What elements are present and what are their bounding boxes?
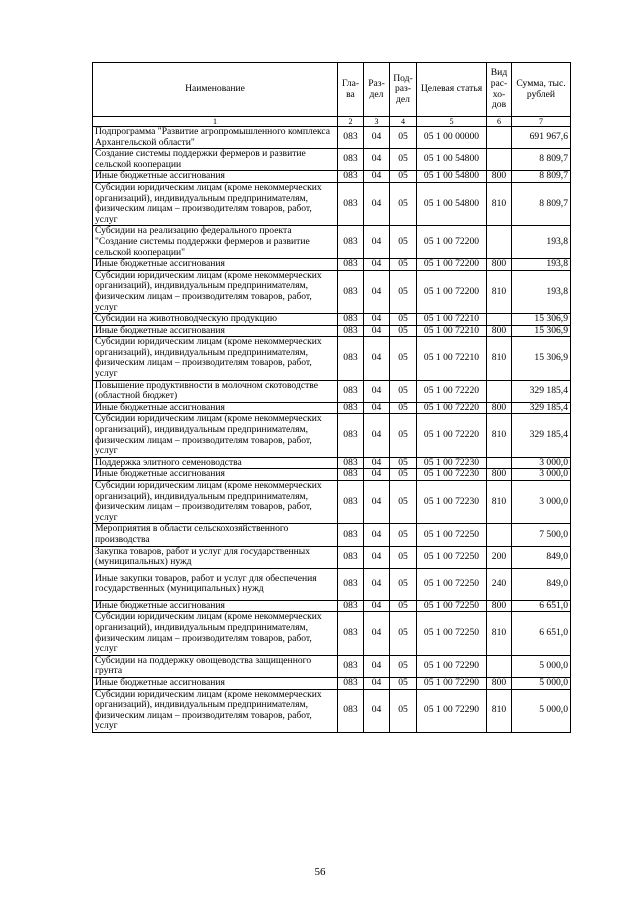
row-amount-cell: 193,8 bbox=[512, 270, 571, 313]
row-name-cell: Иные бюджетные ассигнования bbox=[93, 600, 338, 612]
header-row bbox=[93, 63, 571, 117]
row-target-article-cell: 05 1 00 72230 bbox=[417, 457, 487, 469]
row-name-cell: Иные бюджетные ассигнования bbox=[93, 402, 338, 414]
row-subsection-cell: 05 bbox=[390, 457, 417, 469]
row-name-cell: Субсидии юридическим лицам (кроме некоммерческих организаций), индивидуальным предпринимателям, физическим лицам – производителям товаров, работ, услуг bbox=[93, 182, 338, 225]
row-chapter-cell: 083 bbox=[338, 677, 364, 689]
row-subsection-cell: 05 bbox=[390, 226, 417, 259]
table-row bbox=[93, 127, 571, 149]
row-subsection-cell: 05 bbox=[390, 655, 417, 677]
row-chapter-cell: 083 bbox=[338, 149, 364, 171]
row-section-cell: 04 bbox=[364, 568, 390, 600]
row-subsection-cell: 05 bbox=[390, 259, 417, 271]
row-target-article-cell: 05 1 00 54800 bbox=[417, 171, 487, 183]
row-name-cell: Иные бюджетные ассигнования bbox=[93, 171, 338, 183]
row-name-cell: Закупка товаров, работ и услуг для государственных (муниципальных) нужд bbox=[93, 546, 338, 568]
row-chapter-cell: 083 bbox=[338, 689, 364, 732]
row-target-article-cell: 05 1 00 72220 bbox=[417, 402, 487, 414]
row-expense-type-cell: 810 bbox=[487, 481, 512, 524]
row-subsection-cell: 05 bbox=[390, 149, 417, 171]
row-chapter-cell: 083 bbox=[338, 524, 364, 546]
row-section-cell: 04 bbox=[364, 337, 390, 380]
table-row bbox=[93, 314, 571, 326]
row-expense-type-cell: 200 bbox=[487, 546, 512, 568]
row-target-article-cell: 05 1 00 00000 bbox=[417, 127, 487, 149]
row-name-cell: Субсидии юридическим лицам (кроме некоммерческих организаций), индивидуальным предпринимателям, физическим лицам – производителям товаров, работ, услуг bbox=[93, 612, 338, 655]
col-number: 1 bbox=[93, 117, 338, 127]
row-section-cell: 04 bbox=[364, 171, 390, 183]
row-section-cell: 04 bbox=[364, 259, 390, 271]
row-expense-type-cell: 800 bbox=[487, 677, 512, 689]
row-chapter-cell: 083 bbox=[338, 457, 364, 469]
table-row bbox=[93, 524, 571, 546]
row-section-cell: 04 bbox=[364, 325, 390, 337]
row-chapter-cell: 083 bbox=[338, 314, 364, 326]
row-chapter-cell: 083 bbox=[338, 568, 364, 600]
row-amount-cell: 8 809,7 bbox=[512, 149, 571, 171]
row-target-article-cell: 05 1 00 72290 bbox=[417, 689, 487, 732]
col-header-subsection: Под-раз-дел bbox=[390, 63, 417, 117]
row-section-cell: 04 bbox=[364, 600, 390, 612]
row-amount-cell: 849,0 bbox=[512, 568, 571, 600]
col-number: 4 bbox=[390, 117, 417, 127]
row-chapter-cell: 083 bbox=[338, 325, 364, 337]
row-subsection-cell: 05 bbox=[390, 182, 417, 225]
row-subsection-cell: 05 bbox=[390, 270, 417, 313]
table-row bbox=[93, 677, 571, 689]
row-target-article-cell: 05 1 00 72230 bbox=[417, 481, 487, 524]
row-expense-type-cell bbox=[487, 226, 512, 259]
row-amount-cell: 6 651,0 bbox=[512, 612, 571, 655]
row-name-cell: Субсидии на животноводческую продукцию bbox=[93, 314, 338, 326]
col-header-target-article: Целевая статья bbox=[417, 63, 487, 117]
table-row bbox=[93, 612, 571, 655]
row-name-cell: Субсидии юридическим лицам (кроме некоммерческих организаций), индивидуальным предпринимателям, физическим лицам – производителям товаров, работ, услуг bbox=[93, 337, 338, 380]
row-section-cell: 04 bbox=[364, 149, 390, 171]
row-chapter-cell: 083 bbox=[338, 402, 364, 414]
row-subsection-cell: 05 bbox=[390, 689, 417, 732]
row-amount-cell: 329 185,4 bbox=[512, 402, 571, 414]
table-row bbox=[93, 402, 571, 414]
row-target-article-cell: 05 1 00 72220 bbox=[417, 380, 487, 402]
table-row bbox=[93, 469, 571, 481]
row-target-article-cell: 05 1 00 72250 bbox=[417, 568, 487, 600]
row-chapter-cell: 083 bbox=[338, 226, 364, 259]
row-subsection-cell: 05 bbox=[390, 171, 417, 183]
row-expense-type-cell: 810 bbox=[487, 270, 512, 313]
row-section-cell: 04 bbox=[364, 655, 390, 677]
row-section-cell: 04 bbox=[364, 469, 390, 481]
row-amount-cell: 5 000,0 bbox=[512, 689, 571, 732]
row-name-cell: Субсидии на поддержку овощеводства защищенного грунта bbox=[93, 655, 338, 677]
row-expense-type-cell: 800 bbox=[487, 469, 512, 481]
row-subsection-cell: 05 bbox=[390, 568, 417, 600]
row-name-cell: Повышение продуктивности в молочном скотоводстве (областной бюджет) bbox=[93, 380, 338, 402]
row-section-cell: 04 bbox=[364, 414, 390, 457]
page-number: 56 bbox=[314, 866, 326, 878]
row-name-cell: Мероприятия в области сельскохозяйственного производства bbox=[93, 524, 338, 546]
row-expense-type-cell: 810 bbox=[487, 612, 512, 655]
row-name-cell: Иные бюджетные ассигнования bbox=[93, 677, 338, 689]
row-expense-type-cell: 800 bbox=[487, 600, 512, 612]
row-amount-cell: 193,8 bbox=[512, 259, 571, 271]
row-amount-cell: 193,8 bbox=[512, 226, 571, 259]
row-section-cell: 04 bbox=[364, 402, 390, 414]
row-name-cell: Субсидии юридическим лицам (кроме некоммерческих организаций), индивидуальным предпринимателям, физическим лицам – производителям товаров, работ, услуг bbox=[93, 481, 338, 524]
row-target-article-cell: 05 1 00 72290 bbox=[417, 677, 487, 689]
col-header-section: Раз-дел bbox=[364, 63, 390, 117]
table-row bbox=[93, 546, 571, 568]
row-target-article-cell: 05 1 00 72250 bbox=[417, 600, 487, 612]
row-section-cell: 04 bbox=[364, 677, 390, 689]
row-target-article-cell: 05 1 00 54800 bbox=[417, 149, 487, 171]
col-header-expense-type: Вид рас-хо-дов bbox=[487, 63, 512, 117]
row-subsection-cell: 05 bbox=[390, 546, 417, 568]
row-subsection-cell: 05 bbox=[390, 612, 417, 655]
row-chapter-cell: 083 bbox=[338, 337, 364, 380]
row-amount-cell: 6 651,0 bbox=[512, 600, 571, 612]
table-row bbox=[93, 226, 571, 259]
row-expense-type-cell bbox=[487, 655, 512, 677]
row-amount-cell: 329 185,4 bbox=[512, 414, 571, 457]
row-subsection-cell: 05 bbox=[390, 414, 417, 457]
row-section-cell: 04 bbox=[364, 270, 390, 313]
row-name-cell: Создание системы поддержки фермеров и развитие сельской кооперации bbox=[93, 149, 338, 171]
row-section-cell: 04 bbox=[364, 182, 390, 225]
table-row bbox=[93, 149, 571, 171]
row-name-cell: Иные закупки товаров, работ и услуг для обеспечения государственных (муниципальных) нужд bbox=[93, 568, 338, 600]
row-name-cell: Поддержка элитного семеноводства bbox=[93, 457, 338, 469]
budget-table bbox=[92, 62, 571, 733]
row-expense-type-cell bbox=[487, 314, 512, 326]
table-row bbox=[93, 380, 571, 402]
row-subsection-cell: 05 bbox=[390, 314, 417, 326]
row-chapter-cell: 083 bbox=[338, 469, 364, 481]
table-row bbox=[93, 182, 571, 225]
table-row bbox=[93, 568, 571, 600]
row-name-cell: Иные бюджетные ассигнования bbox=[93, 469, 338, 481]
table-row bbox=[93, 270, 571, 313]
table-row bbox=[93, 337, 571, 380]
row-amount-cell: 329 185,4 bbox=[512, 380, 571, 402]
row-target-article-cell: 05 1 00 72290 bbox=[417, 655, 487, 677]
row-subsection-cell: 05 bbox=[390, 481, 417, 524]
row-amount-cell: 15 306,9 bbox=[512, 337, 571, 380]
row-target-article-cell: 05 1 00 72210 bbox=[417, 314, 487, 326]
row-name-cell: Подпрограмма "Развитие агропромышленного комплекса Архангельской области" bbox=[93, 127, 338, 149]
row-expense-type-cell: 810 bbox=[487, 689, 512, 732]
row-subsection-cell: 05 bbox=[390, 677, 417, 689]
row-amount-cell: 5 000,0 bbox=[512, 677, 571, 689]
row-chapter-cell: 083 bbox=[338, 481, 364, 524]
row-subsection-cell: 05 bbox=[390, 402, 417, 414]
row-expense-type-cell bbox=[487, 149, 512, 171]
row-amount-cell: 3 000,0 bbox=[512, 457, 571, 469]
row-section-cell: 04 bbox=[364, 127, 390, 149]
row-section-cell: 04 bbox=[364, 546, 390, 568]
row-amount-cell: 691 967,6 bbox=[512, 127, 571, 149]
row-subsection-cell: 05 bbox=[390, 380, 417, 402]
row-name-cell: Субсидии юридическим лицам (кроме некоммерческих организаций), индивидуальным предпринимателям, физическим лицам – производителям товаров, работ, услуг bbox=[93, 414, 338, 457]
row-section-cell: 04 bbox=[364, 689, 390, 732]
row-amount-cell: 5 000,0 bbox=[512, 655, 571, 677]
row-subsection-cell: 05 bbox=[390, 127, 417, 149]
row-target-article-cell: 05 1 00 72210 bbox=[417, 337, 487, 380]
row-expense-type-cell: 800 bbox=[487, 325, 512, 337]
row-subsection-cell: 05 bbox=[390, 469, 417, 481]
row-section-cell: 04 bbox=[364, 612, 390, 655]
row-amount-cell: 3 000,0 bbox=[512, 481, 571, 524]
col-number: 6 bbox=[487, 117, 512, 127]
table-row bbox=[93, 689, 571, 732]
row-name-cell: Субсидии юридическим лицам (кроме некоммерческих организаций), индивидуальным предпринимателям, физическим лицам – производителям товаров, работ, услуг bbox=[93, 689, 338, 732]
row-chapter-cell: 083 bbox=[338, 612, 364, 655]
row-chapter-cell: 083 bbox=[338, 600, 364, 612]
row-section-cell: 04 bbox=[364, 226, 390, 259]
row-section-cell: 04 bbox=[364, 380, 390, 402]
row-name-cell: Субсидии юридическим лицам (кроме некоммерческих организаций), индивидуальным предпринимателям, физическим лицам – производителям товаров, работ, услуг bbox=[93, 270, 338, 313]
row-target-article-cell: 05 1 00 72220 bbox=[417, 414, 487, 457]
row-expense-type-cell: 800 bbox=[487, 402, 512, 414]
row-amount-cell: 15 306,9 bbox=[512, 314, 571, 326]
row-expense-type-cell: 800 bbox=[487, 171, 512, 183]
row-target-article-cell: 05 1 00 72200 bbox=[417, 270, 487, 313]
col-header-amount: Сумма, тыс. рублей bbox=[512, 63, 571, 117]
table-row bbox=[93, 414, 571, 457]
column-number-row bbox=[93, 117, 571, 127]
row-expense-type-cell: 810 bbox=[487, 182, 512, 225]
row-chapter-cell: 083 bbox=[338, 270, 364, 313]
col-header-chapter: Гла-ва bbox=[338, 63, 364, 117]
row-chapter-cell: 083 bbox=[338, 259, 364, 271]
col-number: 2 bbox=[338, 117, 364, 127]
col-number: 5 bbox=[417, 117, 487, 127]
row-target-article-cell: 05 1 00 72200 bbox=[417, 259, 487, 271]
row-target-article-cell: 05 1 00 72230 bbox=[417, 469, 487, 481]
row-chapter-cell: 083 bbox=[338, 655, 364, 677]
row-chapter-cell: 083 bbox=[338, 380, 364, 402]
col-number: 3 bbox=[364, 117, 390, 127]
row-target-article-cell: 05 1 00 72250 bbox=[417, 524, 487, 546]
row-expense-type-cell bbox=[487, 524, 512, 546]
table-row bbox=[93, 600, 571, 612]
table-row bbox=[93, 325, 571, 337]
row-target-article-cell: 05 1 00 72210 bbox=[417, 325, 487, 337]
row-subsection-cell: 05 bbox=[390, 325, 417, 337]
row-chapter-cell: 083 bbox=[338, 182, 364, 225]
row-expense-type-cell bbox=[487, 127, 512, 149]
row-expense-type-cell: 240 bbox=[487, 568, 512, 600]
table-row bbox=[93, 655, 571, 677]
row-name-cell: Иные бюджетные ассигнования bbox=[93, 259, 338, 271]
row-section-cell: 04 bbox=[364, 314, 390, 326]
row-target-article-cell: 05 1 00 72200 bbox=[417, 226, 487, 259]
row-section-cell: 04 bbox=[364, 481, 390, 524]
row-target-article-cell: 05 1 00 54800 bbox=[417, 182, 487, 225]
table-body bbox=[93, 127, 571, 733]
col-number: 7 bbox=[512, 117, 571, 127]
row-chapter-cell: 083 bbox=[338, 171, 364, 183]
row-section-cell: 04 bbox=[364, 457, 390, 469]
row-subsection-cell: 05 bbox=[390, 600, 417, 612]
table-row bbox=[93, 171, 571, 183]
row-target-article-cell: 05 1 00 72250 bbox=[417, 612, 487, 655]
row-expense-type-cell: 800 bbox=[487, 259, 512, 271]
row-expense-type-cell bbox=[487, 457, 512, 469]
col-header-name: Наименование bbox=[93, 63, 338, 117]
row-expense-type-cell bbox=[487, 380, 512, 402]
row-expense-type-cell: 810 bbox=[487, 414, 512, 457]
row-amount-cell: 3 000,0 bbox=[512, 469, 571, 481]
row-chapter-cell: 083 bbox=[338, 414, 364, 457]
row-amount-cell: 8 809,7 bbox=[512, 171, 571, 183]
table-row bbox=[93, 457, 571, 469]
row-subsection-cell: 05 bbox=[390, 524, 417, 546]
row-name-cell: Иные бюджетные ассигнования bbox=[93, 325, 338, 337]
table-row bbox=[93, 481, 571, 524]
row-amount-cell: 15 306,9 bbox=[512, 325, 571, 337]
row-amount-cell: 7 500,0 bbox=[512, 524, 571, 546]
row-expense-type-cell: 810 bbox=[487, 337, 512, 380]
row-amount-cell: 849,0 bbox=[512, 546, 571, 568]
row-amount-cell: 8 809,7 bbox=[512, 182, 571, 225]
row-name-cell: Субсидии на реализацию федерального проекта "Создание системы поддержки фермеров и развитие сельской кооперации" bbox=[93, 226, 338, 259]
row-target-article-cell: 05 1 00 72250 bbox=[417, 546, 487, 568]
row-chapter-cell: 083 bbox=[338, 127, 364, 149]
row-subsection-cell: 05 bbox=[390, 337, 417, 380]
row-chapter-cell: 083 bbox=[338, 546, 364, 568]
table-row bbox=[93, 259, 571, 271]
row-section-cell: 04 bbox=[364, 524, 390, 546]
